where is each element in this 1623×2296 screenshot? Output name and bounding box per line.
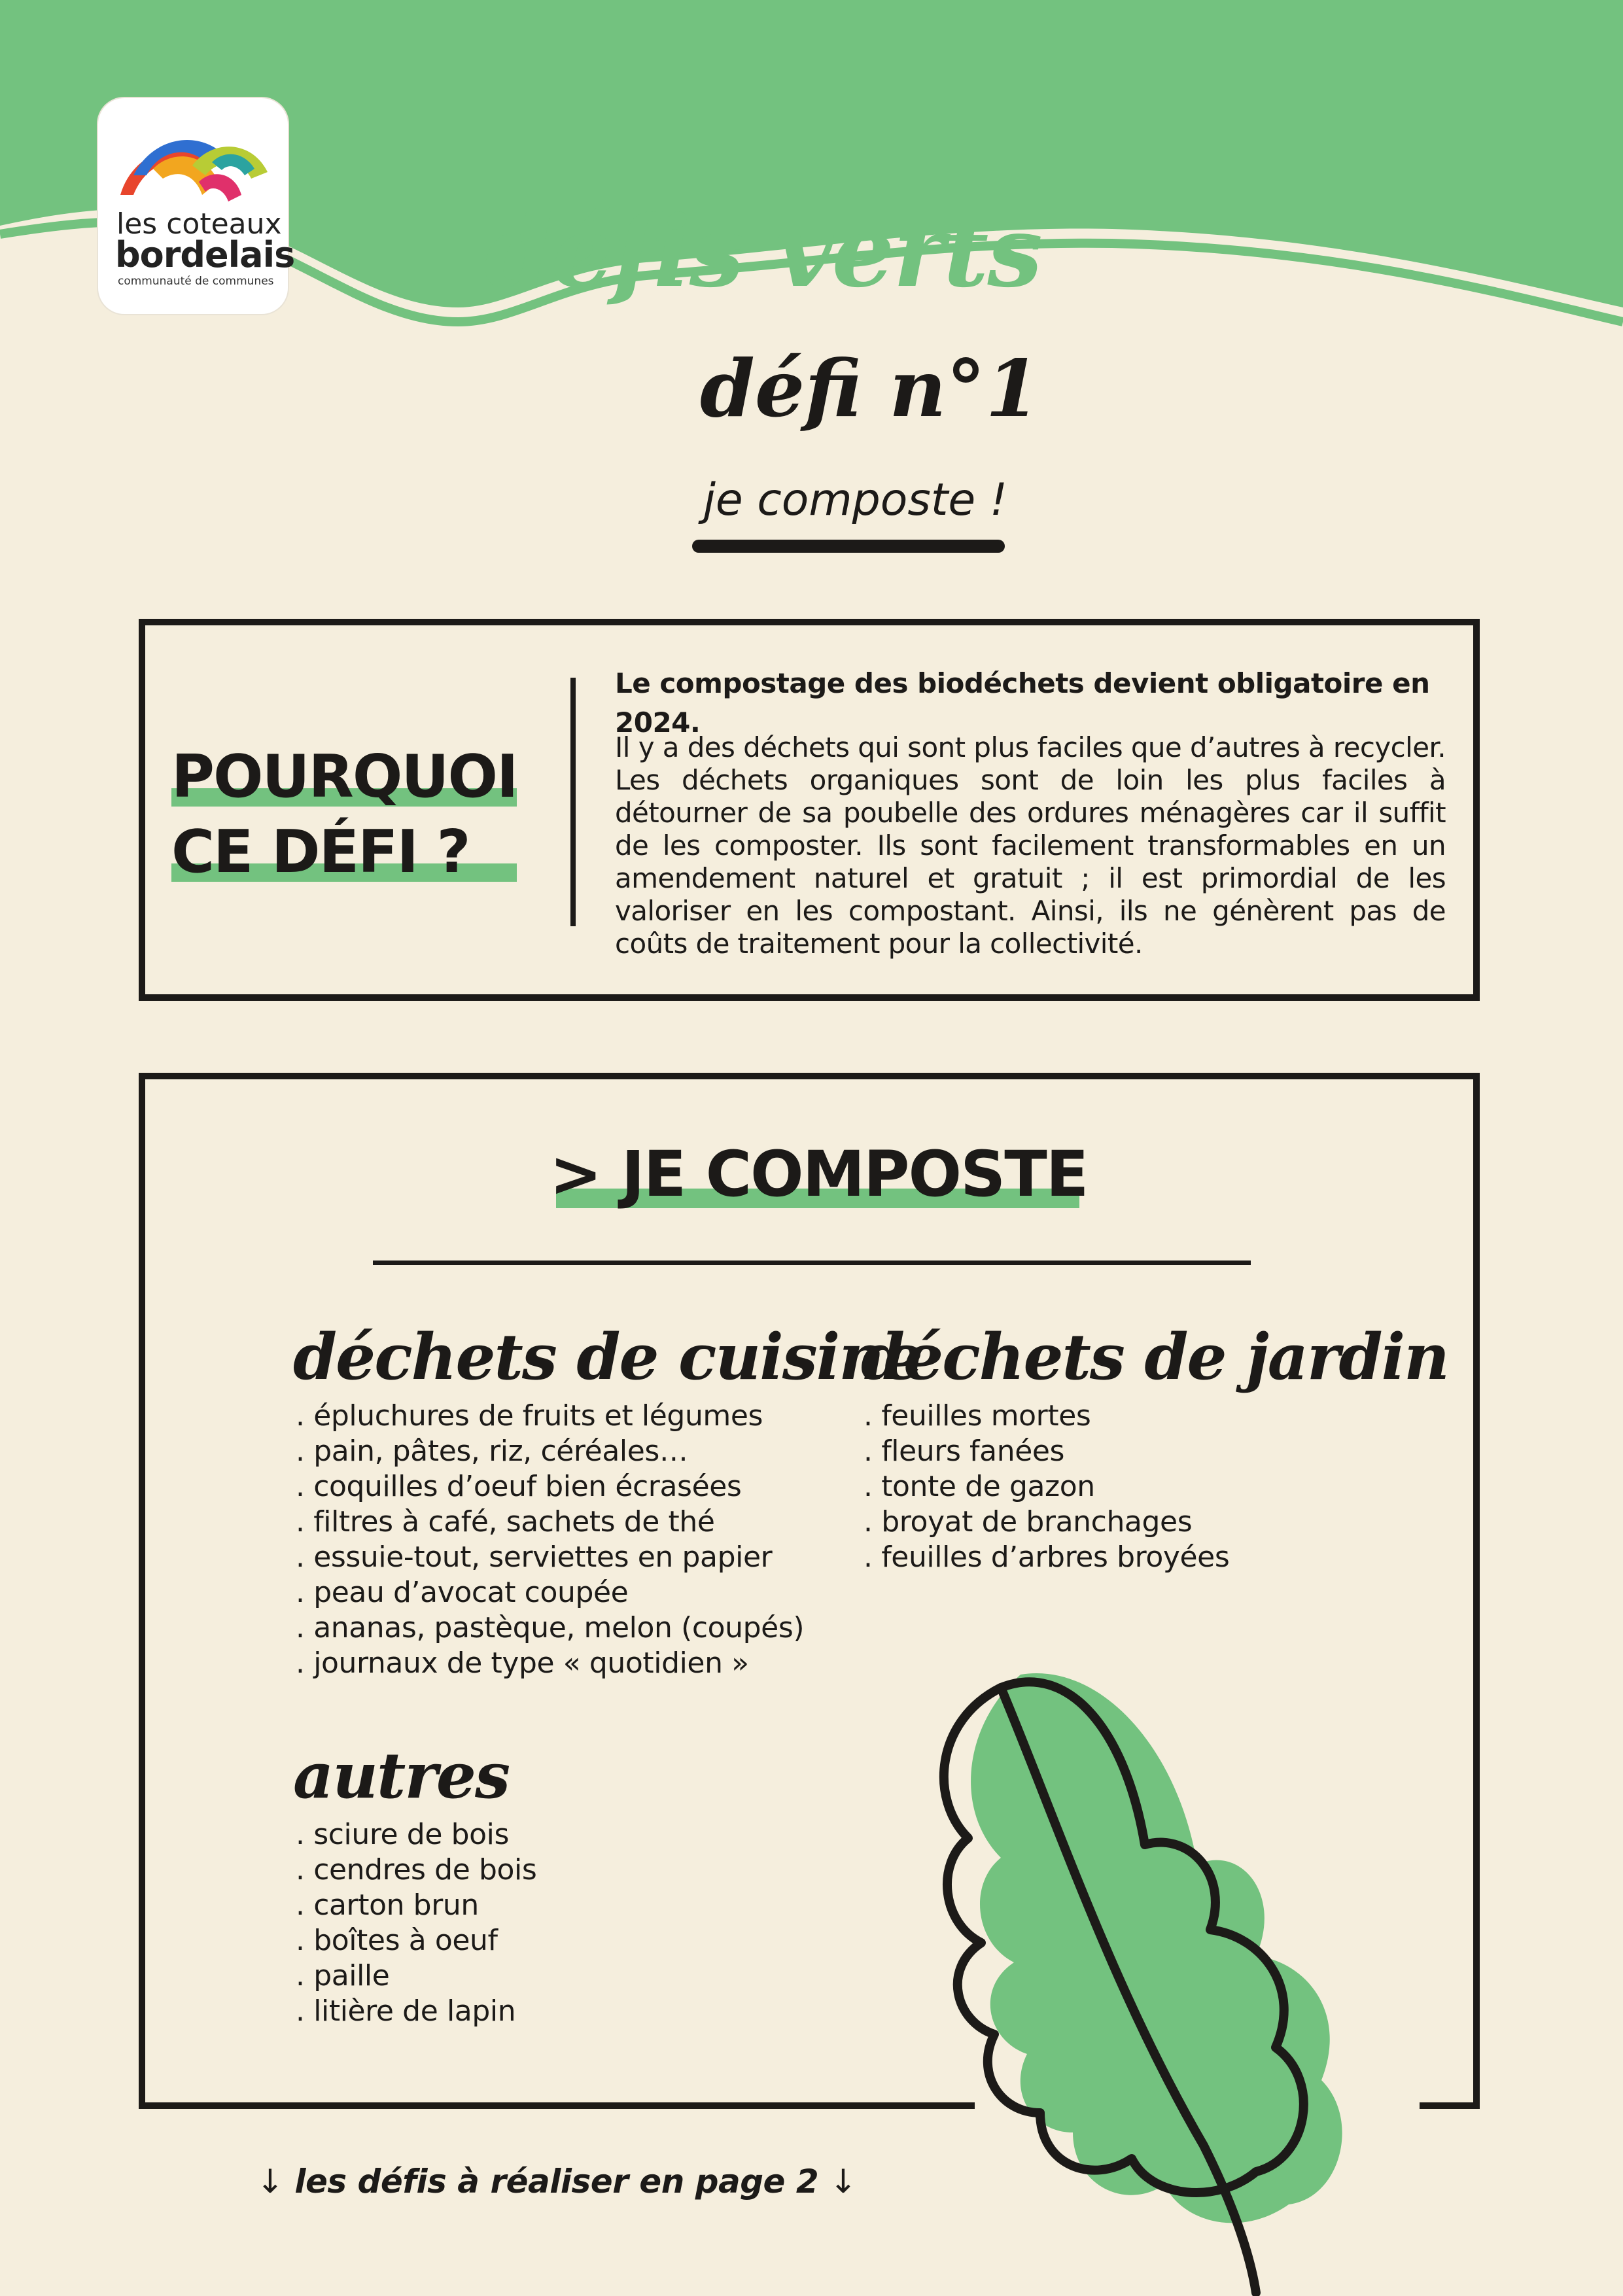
- list-item: . fleurs fanées: [864, 1434, 1229, 1469]
- logo: [98, 98, 295, 314]
- why-lead-text: Le compostage des biodéchets devient obligatoire en 2024.: [615, 667, 1430, 739]
- leaf-illustration-icon: [903, 1648, 1374, 2296]
- section-divider: [373, 1261, 1251, 1265]
- list-item: . carton brun: [296, 1888, 536, 1923]
- other-waste-heading: autres: [293, 1739, 510, 1813]
- why-section-title: [171, 739, 517, 890]
- list-item: . journaux de type « quotidien »: [296, 1646, 804, 1681]
- list-item: . feuilles mortes: [864, 1399, 1229, 1434]
- list-item: . cendres de bois: [296, 1852, 536, 1888]
- list-item: . ananas, pastèque, melon (coupés): [296, 1610, 804, 1646]
- list-item: . pain, pâtes, riz, céréales…: [296, 1434, 804, 1469]
- footer-note-text: les défis à réaliser en page 2: [294, 2163, 819, 2200]
- brand-script-title: défis verts: [484, 194, 1041, 309]
- why-title-line1: POURQUOI: [171, 739, 517, 814]
- logo-arches-icon: [114, 123, 271, 215]
- list-item: . épluchures de fruits et légumes: [296, 1399, 804, 1434]
- why-title-line2: CE DÉFI ?: [171, 814, 517, 890]
- subtitle-underline: [692, 540, 1005, 553]
- list-item: . coquilles d’oeuf bien écrasées: [296, 1469, 804, 1505]
- kitchen-waste-list: [296, 1399, 804, 1681]
- list-item: . sciure de bois: [296, 1817, 536, 1852]
- garden-waste-heading: déchets de jardin: [861, 1320, 1448, 1394]
- why-divider: [570, 678, 576, 926]
- logo-text-line3: communauté de communes: [118, 275, 274, 288]
- why-body-text: Il y a des déchets qui sont plus faciles que d’autres à recycler. Les déchets organiques sont de loin les plus faciles à détourner de sa poubelle des ordures ménagères car il suffit de les composter. Ils sont facilement transformables en un amendement naturel et gratuit ; il est primordial de les valoriser en les compostant. Ainsi, ils ne génèrent pas de coûts de traitement pour la collectivité.: [615, 731, 1446, 960]
- list-item: . feuilles d’arbres broyées: [864, 1540, 1229, 1575]
- list-item: . filtres à café, sachets de thé: [296, 1505, 804, 1540]
- compost-section-title: > JE COMPOSTE: [550, 1138, 1088, 1211]
- list-item: . paille: [296, 1958, 536, 1994]
- arrow-down-icon: ↓: [256, 2163, 284, 2200]
- list-item: . essuie-tout, serviettes en papier: [296, 1540, 804, 1575]
- logo-text-line1: les coteaux: [116, 207, 282, 241]
- defi-number-heading: défi n°1: [700, 343, 1041, 435]
- footer-note: [256, 2159, 856, 2204]
- other-waste-list: [296, 1817, 536, 2029]
- arrow-down-icon: ↓: [829, 2163, 857, 2200]
- list-item: . boîtes à oeuf: [296, 1923, 536, 1958]
- list-item: . litière de lapin: [296, 1994, 536, 2029]
- list-item: . peau d’avocat coupée: [296, 1575, 804, 1610]
- kitchen-waste-heading: déchets de cuisine: [293, 1320, 922, 1394]
- list-item: . broyat de branchages: [864, 1505, 1229, 1540]
- page-subtitle: je composte !: [703, 474, 1008, 526]
- list-item: . tonte de gazon: [864, 1469, 1229, 1505]
- garden-waste-list: [864, 1399, 1229, 1575]
- logo-text-line2: bordelais: [115, 234, 295, 275]
